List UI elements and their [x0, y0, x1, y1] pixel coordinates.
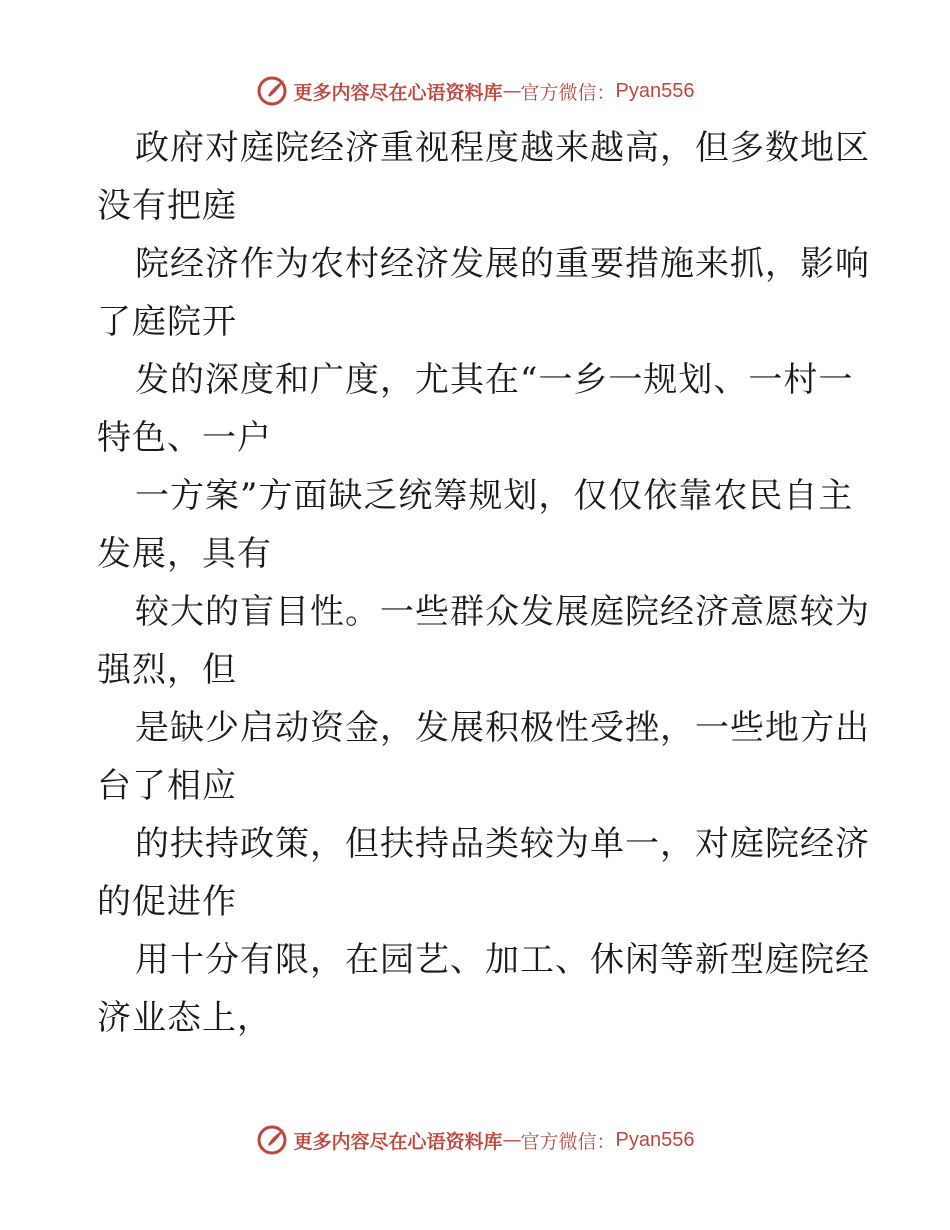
- body-line: 济业态上，: [97, 998, 272, 1038]
- banner-wechat-id: Pyan556: [615, 1128, 695, 1151]
- footer-banner: [0, 1121, 950, 1159]
- body-line: 院经济作为农村经济发展的重要措施来抓，影响: [135, 244, 870, 284]
- body-line: 台了相应: [97, 766, 237, 806]
- body-line: 发展，具有: [97, 534, 272, 574]
- banner-dash: —: [502, 80, 521, 102]
- body-line: 用十分有限，在园艺、加工、休闲等新型庭院经: [135, 940, 870, 980]
- banner-dash: —: [502, 1129, 521, 1151]
- body-line: 的扶持政策，但扶持品类较为单一，对庭院经济: [135, 824, 870, 864]
- body-line: 政府对庭院经济重视程度越来越高，但多数地区: [135, 128, 870, 168]
- banner-wechat-label: 官方微信：: [520, 1130, 616, 1153]
- banner-wechat-label: 官方微信：: [520, 81, 616, 104]
- banner-brand-text: 更多内容尽在心语资料库: [293, 81, 503, 104]
- banner-brand-text: 更多内容尽在心语资料库: [293, 1130, 503, 1153]
- body-line: 发的深度和广度，尤其在“一乡一规划、一村一: [135, 360, 854, 400]
- document-body: [97, 119, 870, 1047]
- feather-pen-logo-icon: [256, 75, 288, 107]
- banner-wechat-id: Pyan556: [615, 79, 695, 102]
- body-line: 一方案”方面缺乏统筹规划，仅仅依靠农民自主: [135, 476, 854, 516]
- body-line: 是缺少启动资金，发展积极性受挫，一些地方出: [135, 708, 870, 748]
- body-line: 的促进作: [97, 882, 237, 922]
- body-line: 没有把庭: [97, 186, 237, 226]
- body-line: 强烈，但: [97, 650, 237, 690]
- body-line: 了庭院开: [97, 302, 237, 342]
- feather-pen-logo-icon: [256, 1124, 288, 1156]
- body-line: 特色、一户: [97, 418, 272, 458]
- header-banner: [0, 72, 950, 110]
- body-line: 较大的盲目性。一些群众发展庭院经济意愿较为: [135, 592, 870, 632]
